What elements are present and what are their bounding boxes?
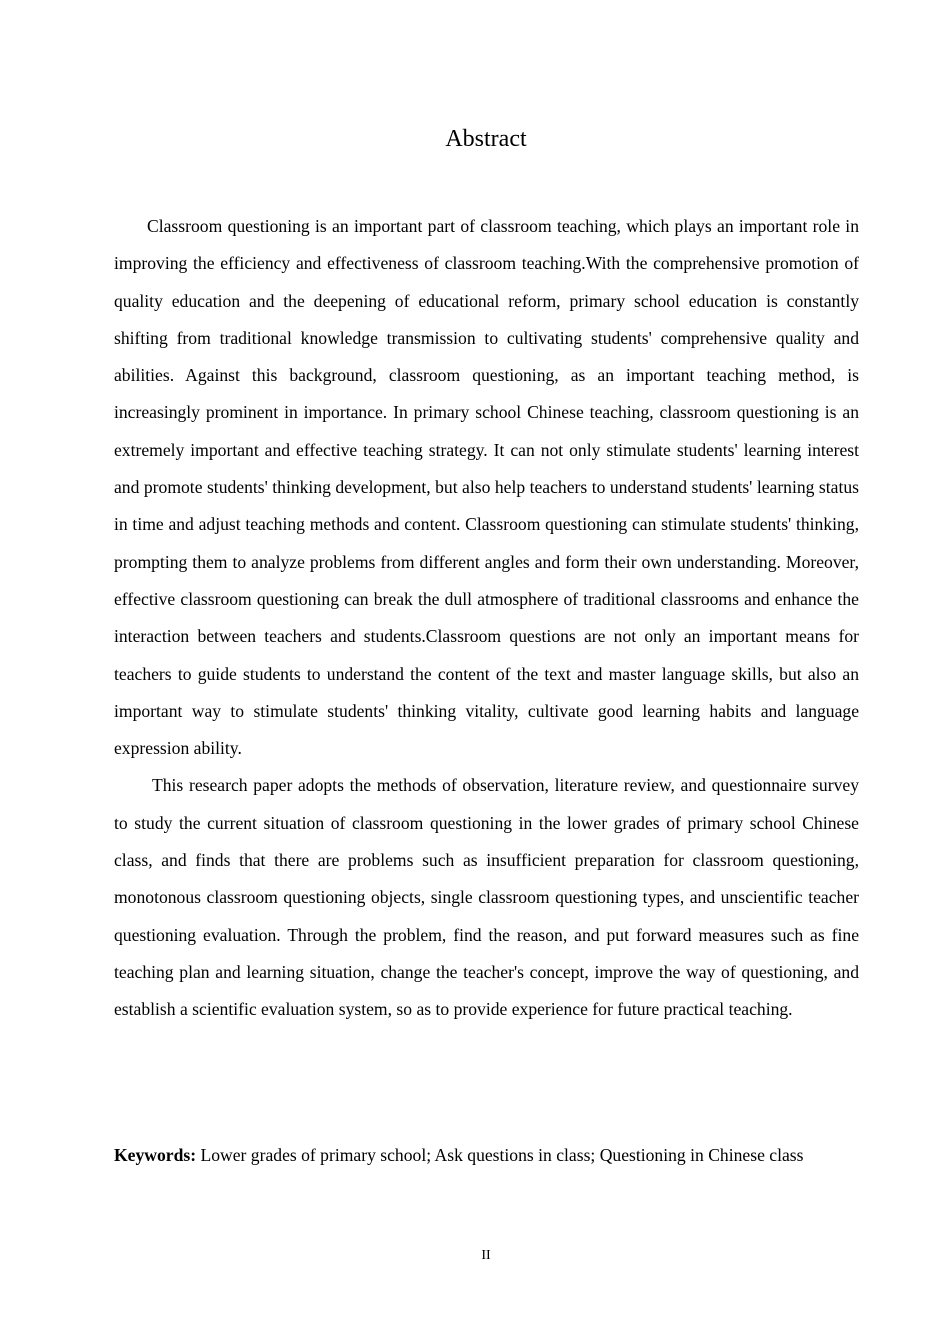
abstract-paragraph-1: Classroom questioning is an important part of classroom teaching, which plays an important role in improving the efficiency and effectiveness of classroom teaching.With the comprehensive promotion of quality education and the deepening of educational reform, primary school education is constantly shifting from traditional knowledge transmission to cultivating students' comprehensive quality and abilities. Against this background, classroom questioning, as an important teaching method, is increasingly prominent in importance. In primary school Chinese teaching, classroom questioning is an extremely important and effective teaching strategy. It can not only stimulate students' learning interest and promote students' thinking development, but also help teachers to understand students' learning status in time and adjust teaching methods and content. Classroom questioning can stimulate students' thinking, prompting them to analyze problems from different angles and form their own understanding. Moreover, effective classroom questioning can break the dull atmosphere of traditional classrooms and enhance the interaction between teachers and students.Classroom questions are not only an important means for teachers to guide students to understand the content of the text and master language skills, but also an important way to stimulate students' thinking vitality, cultivate good learning habits and language expression ability.: [114, 216, 859, 759]
abstract-body: [114, 208, 859, 1029]
abstract-paragraph-2: This research paper adopts the methods of observation, literature review, and questionnaire survey to study the current situation of classroom questioning in the lower grades of primary school Chinese class, and finds that there are problems such as insufficient preparation for classroom questioning, monotonous classroom questioning objects, single classroom questioning types, and unscientific teacher questioning evaluation. Through the problem, find the reason, and put forward measures such as fine teaching plan and learning situation, change the teacher's concept, improve the way of questioning, and establish a scientific evaluation system, so as to provide experience for future practical teaching.: [114, 775, 859, 1020]
page-number: II: [481, 1248, 491, 1263]
keywords-label: Keywords:: [114, 1145, 197, 1165]
keywords-text: Lower grades of primary school; Ask questions in class; Questioning in Chinese class: [196, 1145, 804, 1165]
keywords-line: [114, 1137, 859, 1174]
abstract-title: Abstract: [445, 126, 527, 152]
